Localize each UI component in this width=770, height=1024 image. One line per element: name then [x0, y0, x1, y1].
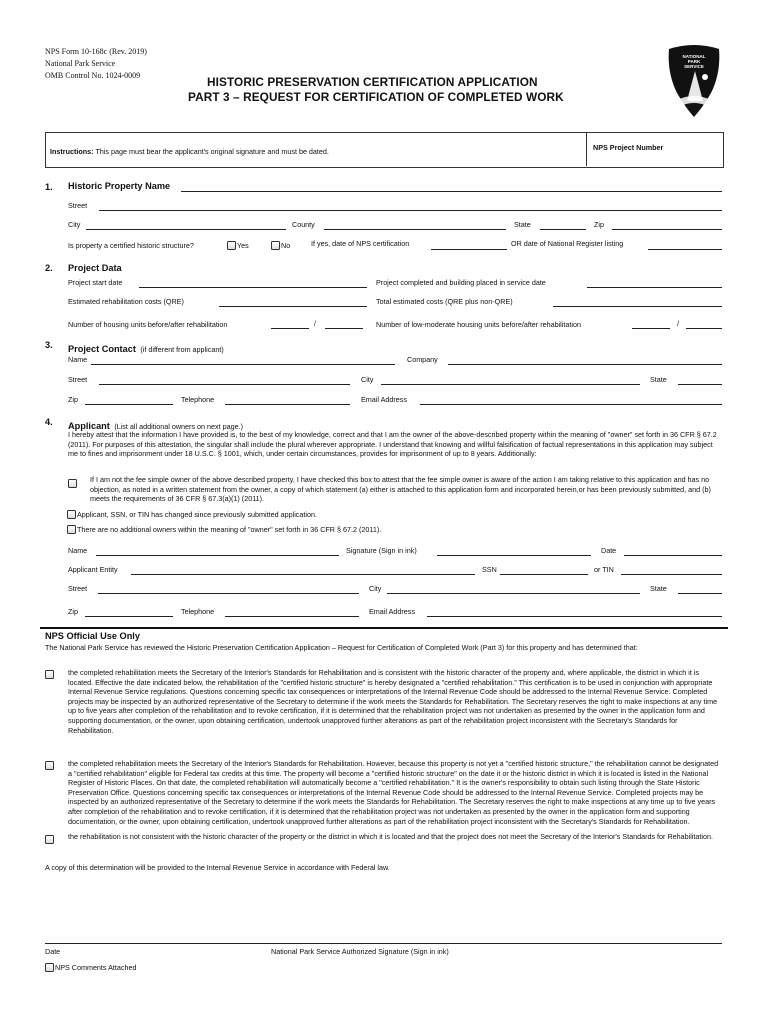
housing-slash: / [314, 319, 316, 328]
yes-label: Yes [237, 241, 249, 250]
omb-control: OMB Control No. 1024-0009 [45, 71, 141, 80]
applicant-signature-field[interactable] [437, 555, 591, 556]
date-certification-field[interactable] [431, 249, 507, 250]
instructions-text [50, 147, 329, 157]
comments-attached-label: NPS Comments Attached [55, 963, 137, 972]
official-signature-line[interactable] [45, 943, 722, 944]
city-field[interactable] [86, 229, 286, 230]
applicant-entity-label: Applicant Entity [68, 565, 118, 574]
not-consistent-text: the rehabilitation is not consistent with the historic character of the property or the district in which it is located and that the project does not meet the Secretary of the Interior's Standards for Rehabilitation. [68, 832, 713, 841]
comments-attached-checkbox[interactable] [45, 963, 54, 972]
applicant-telephone-field[interactable] [225, 616, 359, 617]
contact-zip-label: Zip [68, 395, 78, 404]
completed-date-field[interactable] [587, 287, 722, 288]
state-label: State [514, 220, 531, 229]
section-1-title: Historic Property Name [68, 181, 171, 191]
svg-text:NATIONAL: NATIONAL [682, 54, 706, 59]
applicant-city-field[interactable] [387, 593, 640, 594]
svg-text:PARK: PARK [687, 59, 701, 64]
date-certification-label: If yes, date of NPS certification [311, 239, 410, 248]
project-number-label: NPS Project Number [593, 143, 664, 152]
total-costs-field[interactable] [553, 306, 722, 307]
official-date-label: Date [45, 947, 61, 956]
not-owner-checkbox[interactable] [68, 479, 77, 488]
instructions-body: This page must bear the applicant's original signature and must be dated. [95, 147, 329, 156]
contact-zip-field[interactable] [85, 404, 173, 405]
applicant-telephone-label: Telephone [181, 607, 215, 616]
contact-state-field[interactable] [678, 384, 722, 385]
svg-text:SERVICE: SERVICE [684, 64, 704, 69]
tin-label: or TIN [594, 565, 614, 574]
zip-field[interactable] [612, 229, 722, 230]
applicant-entity-field[interactable] [131, 574, 475, 575]
contact-telephone-field[interactable] [225, 404, 350, 405]
section-3-title: Project Contact [68, 344, 136, 354]
section-1-number: 1. [45, 182, 53, 192]
official-signature-label: National Park Service Authorized Signature (Sign in ink) [271, 947, 449, 956]
official-title: NPS Official Use Only [45, 631, 140, 641]
applicant-street-field[interactable] [98, 593, 359, 594]
low-mod-units-label: Number of low-moderate housing units before/after rehabilitation [376, 320, 581, 329]
contact-telephone-label: Telephone [181, 395, 215, 404]
contact-city-field[interactable] [381, 384, 640, 385]
agency-name: National Park Service [45, 59, 116, 68]
attestation-text: I hereby attest that the information I have provided is, to the best of my knowledge, correct and that I am the owner of the above-described property within the meaning of "owner" set forth in 36 CFR § 67.2 (2011). For purposes of this attestation, the singular shall include the plural wherever appropriate. I understand that knowing and willful falsification of factual representations in this application may subject me to fines and imprisonment under 18 U.S.C. § 1001, which, under certain circumstances, provides for imprisonment of up to 8 years. Additionally: [68, 430, 717, 459]
start-date-field[interactable] [139, 287, 367, 288]
applicant-city-label: City [369, 584, 382, 593]
contact-name-label: Name [68, 355, 88, 364]
tin-field[interactable] [621, 574, 722, 575]
housing-units-label: Number of housing units before/after rehabilitation [68, 320, 228, 329]
ssn-changed-text: Applicant, SSN, or TIN has changed since previously submitted application. [77, 510, 317, 519]
street-field[interactable] [99, 210, 722, 211]
contact-city-label: City [361, 375, 374, 384]
applicant-state-field[interactable] [678, 593, 722, 594]
completed-date-label: Project completed and building placed in service date [376, 278, 546, 287]
form-subtitle: PART 3 – REQUEST FOR CERTIFICATION OF COMPLETED WORK [188, 90, 564, 104]
standards-met-text: the completed rehabilitation meets the Secretary of the Interior's Standards for Rehabilitation and is consistent with the historic character of the property and, where applicable, the district in which it is located. Effective the date indicated below, the rehabilitation of the "certified historic structure" is hereby designated a "certified rehabilitation." This certification is to be used in conjunction with appropriate Internal Revenue Service regulations. Questions concerning specific tax consequences or interpretations of the Internal Revenue Code should be addressed to the Internal Revenue Service. Completed projects may be inspected by an authorized representative of the Secretary to determine if the work meets the Standards for Rehabilitation. The Secretary reserves the right to make inspections at any time up to five years after completion of the rehabilitation and to revoke certification, if it is determined that the rehabilitation project was not undertaken as presented by the owner in the application form and supporting documentation, or the owner, upon obtaining certification, undertook unapproved further alterations as part of the rehabilitation project inconsistent with the Secretary's Standards for Rehabilitation. [68, 668, 718, 735]
applicant-state-label: State [650, 584, 667, 593]
section-2-title: Project Data [68, 263, 122, 273]
applicant-email-label: Email Address [369, 607, 415, 616]
no-additional-owners-text: There are no additional owners within the meaning of "owner" set forth in 36 CFR § 67.2 (2011). [77, 525, 382, 534]
yes-checkbox[interactable] [227, 241, 236, 250]
city-label: City [68, 220, 81, 229]
applicant-zip-field[interactable] [85, 616, 173, 617]
box-divider [586, 132, 587, 166]
section-4-title: Applicant [68, 421, 110, 431]
section-3-number: 3. [45, 340, 53, 350]
low-mod-before-field[interactable] [632, 328, 670, 329]
section-3-header [68, 339, 224, 357]
property-name-field[interactable] [181, 191, 722, 192]
county-label: County [292, 220, 315, 229]
applicant-name-label: Name [68, 546, 88, 555]
official-intro: The National Park Service has reviewed the Historic Preservation Certification Application – Request for Certification of Completed Work (Part 3) for this property and has determined that: [45, 643, 638, 652]
applicant-name-field[interactable] [96, 555, 339, 556]
contact-street-field[interactable] [99, 384, 350, 385]
certified-question: Is property a certified historic structure? [68, 241, 194, 250]
register-date-label: OR date of National Register listing [511, 239, 624, 248]
contact-company-label: Company [407, 355, 438, 364]
contact-company-field[interactable] [448, 364, 722, 365]
project-number-field[interactable] [590, 155, 718, 165]
qre-field[interactable] [219, 306, 367, 307]
not-consistent-checkbox[interactable] [45, 835, 54, 844]
not-owner-text: If I am not the fee simple owner of the above described property, I have checked this box to attest that the fee simple owner is aware of the action I am taking relative to this application and has no objection, as noted in a written statement from the owner, a copy of which statement (a) either is attached to this application form and incorporated herein,or has been previously submitted, and (b) meets the requirements of 36 CFR § 67.3(a)(1) (2011). [90, 475, 711, 504]
applicant-street-label: Street [68, 584, 88, 593]
register-date-field[interactable] [648, 249, 722, 250]
not-yet-certified-checkbox[interactable] [45, 761, 54, 770]
state-field[interactable] [540, 229, 586, 230]
irs-copy-note: A copy of this determination will be provided to the Internal Revenue Service in accordance with Federal law. [45, 863, 390, 872]
county-field[interactable] [324, 229, 506, 230]
contact-state-label: State [650, 375, 667, 384]
contact-street-label: Street [68, 375, 88, 384]
total-costs-label: Total estimated costs (QRE plus non-QRE) [376, 297, 513, 306]
ssn-changed-checkbox[interactable] [67, 510, 76, 519]
no-additional-owners-checkbox[interactable] [67, 525, 76, 534]
form-title: HISTORIC PRESERVATION CERTIFICATION APPLICATION [207, 75, 538, 89]
housing-after-field[interactable] [325, 328, 363, 329]
contact-email-field[interactable] [420, 404, 722, 405]
section-4-number: 4. [45, 417, 53, 427]
low-mod-after-field[interactable] [686, 328, 722, 329]
official-section-divider [40, 627, 728, 629]
street-label: Street [68, 201, 88, 210]
no-checkbox[interactable] [271, 241, 280, 250]
applicant-zip-label: Zip [68, 607, 78, 616]
housing-before-field[interactable] [271, 328, 309, 329]
applicant-date-label: Date [601, 546, 617, 555]
start-date-label: Project start date [68, 278, 123, 287]
section-4-note: (List all additional owners on next page.) [114, 422, 243, 431]
not-yet-certified-text: the completed rehabilitation meets the Secretary of the Interior's Standards for Rehabilitation. However, because this property is not yet a "certified historic structure," the rehabilitation cannot be designated a "certified rehabilitation" eligible for Federal tax credits at this time. The property will become a "certified historic structure" on the date it or the historic district in which it is located is listed in the National Register of Historic Places. On that date, the completed rehabilitation will automatically become a "certified rehabilitation." It is the owner's responsibility to obtain such listing through the State Historic Preservation Office. Questions concerning specific tax consequences or interpretations of the Internal Revenue Code should be addressed to the Internal Revenue Service. Completed projects may be inspected by an authorized representative of the Secretary to determine if the work meets the Standards for Rehabilitation. The Secretary reserves the right to make inspections at any time up to five years after completion of the rehabilitation and to revoke certification, if it is determined that the rehabilitation project was not undertaken as presented by the owner in the application form and supporting documentation, or the owner, upon obtaining certification, undertook unapproved further alterations as part of the rehabilitation project inconsistent with the Secretary's Standards for Rehabilitation. [68, 759, 719, 826]
section-3-note: (if different from applicant) [140, 345, 224, 354]
standards-met-checkbox[interactable] [45, 670, 54, 679]
nps-arrowhead-logo [665, 43, 723, 119]
ssn-label: SSN [482, 565, 497, 574]
qre-label: Estimated rehabilitation costs (QRE) [68, 297, 184, 306]
ssn-field[interactable] [500, 574, 588, 575]
zip-label: Zip [594, 220, 604, 229]
instructions-label: Instructions: [50, 147, 94, 156]
low-mod-slash: / [677, 319, 679, 328]
applicant-date-field[interactable] [624, 555, 722, 556]
form-number: NPS Form 10-168c (Rev. 2019) [45, 47, 147, 56]
section-2-number: 2. [45, 263, 53, 273]
contact-email-label: Email Address [361, 395, 407, 404]
applicant-email-field[interactable] [427, 616, 722, 617]
applicant-signature-label: Signature (Sign in ink) [346, 546, 417, 555]
contact-name-field[interactable] [91, 364, 395, 365]
no-label: No [281, 241, 291, 250]
